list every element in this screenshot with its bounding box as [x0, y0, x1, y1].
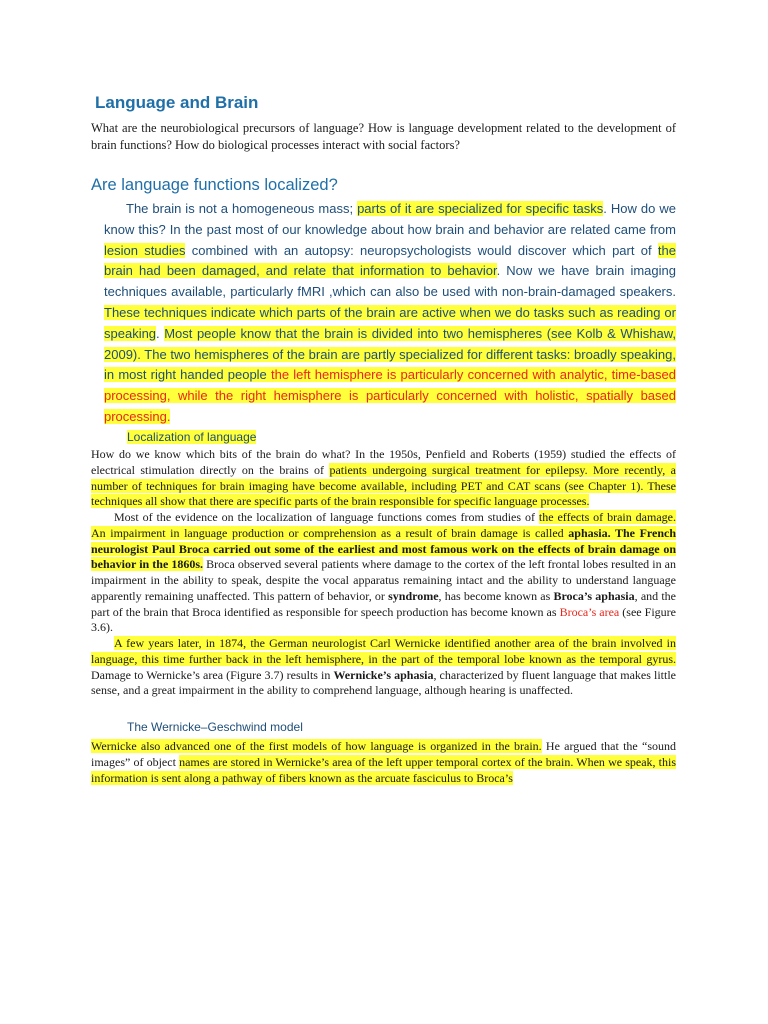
highlighted-text: lesion studies [104, 242, 186, 258]
highlighted-text: the brain had been damaged, and relate that information to behavior [104, 242, 676, 279]
text-run: Most of the evidence on the localization of language functions comes from studies of [114, 510, 539, 524]
text-run: , and the part of the brain that Broca identified as responsible for speech production has become known as [91, 588, 676, 619]
text-run: Damage to Wernicke’s area (Figure 3.7) results in [91, 667, 334, 682]
highlighted-text: patients undergoing surgical treatment for epilepsy. More recently, a number of techniques for brain imaging have become available, including PET and CAT scans (see Chapter 1). These techniques all show that there are specific parts of the brain responsible for specific language processes. [91, 462, 676, 509]
paragraph-wernicke-model [91, 739, 676, 786]
highlighted-text: Wernicke also advanced one of the first models of how language is organized in the brain. [91, 739, 542, 753]
bold-term-wernickes-aphasia: Wernicke’s aphasia [333, 667, 434, 682]
bold-term-syndrome: syndrome [388, 588, 439, 603]
localization-section-body [91, 447, 676, 699]
text-run: . How do we know this? In the past most of our knowledge about how brain and behavior are related came from [104, 201, 676, 237]
bold-term-brocas-aphasia: Broca’s aphasia [553, 588, 635, 603]
text-run: . Now we have brain imaging techniques available, particularly fMRI ,which can also be used with non-brain-damaged speakers. [104, 263, 676, 300]
text-run: (see Figure 3.6). [91, 604, 677, 635]
highlighted-text: These techniques indicate which parts of the brain are active when we do tasks such as reading or speaking [104, 304, 676, 341]
text-run: , characterized by fluent language that makes little sense, and a great impairment in the ability to comprehend language, although hearing is unaffected. [91, 667, 676, 698]
intro-paragraph: What are the neurobiological precursors of language? How is language development related to the development of brain functions? How do biological processes interact with social factors? [91, 121, 676, 152]
highlighted-text: the effects of brain damage. An impairment in language production or comprehension as a result of brain damage is called [91, 510, 676, 540]
red-term-brocas-area: Broca’s area [559, 604, 620, 619]
subheading-wernicke-geschwind: The Wernicke–Geschwind model [127, 720, 303, 734]
highlighted-text: names are stored in Wernicke’s area of the left upper temporal cortex of the brain. When we speak, this information is sent along a pathway of fibers known as the arcuate fasciculus to Broca’s [91, 754, 676, 785]
wernicke-geschwind-body [91, 739, 676, 786]
text-run: Broca observed several patients where damage to the cortex of the left frontal lobes resulted in an impairment in the ability to speak, despite the vocal apparatus remaining intact and the ability to understand language apparently remaining unaffected. This pattern of behavior, or [91, 557, 676, 603]
paragraph-broca [91, 510, 676, 636]
text-run: He argued that the “sound images” of object [91, 739, 676, 769]
section-heading-localized: Are language functions localized? [91, 176, 338, 194]
paragraph-penfield [91, 447, 676, 510]
text-run: , has become known as [438, 588, 554, 603]
highlighted-bold-text: aphasia. The French neurologist Paul Broca carried out some of the earliest and most famous work on the effects of brain damage on behavior in the 1860s. [91, 525, 677, 572]
paragraph-wernicke [91, 636, 676, 699]
highlighted-text: parts of it are specialized for specific tasks [357, 201, 604, 216]
text-run: The brain is not a homogeneous mass; [126, 201, 358, 216]
text-run: . [156, 325, 165, 341]
subheading-localization-of-language: Localization of language [127, 430, 257, 444]
text-run: combined with an autopsy: neuropsychologists would discover which part of [185, 242, 658, 258]
highlighted-text: Most people know that the brain is divided into two hemispheres (see Kolb & Whishaw, 2009). The two hemispheres of the brain are partly specialized for different tasks: broadly speaking, in most right handed people [104, 325, 676, 383]
highlighted-red-text: the left hemisphere is particularly concerned with analytic, time-based processing, while the right hemisphere is particularly concerned with holistic, spatially based processing. [104, 367, 676, 424]
text-run: How do we know which bits of the brain do what? In the 1950s, Penfield and Roberts (1959) studied the effects of electrical stimulation directly on the brains of [91, 447, 676, 477]
localization-paragraph [104, 199, 676, 428]
highlighted-text: A few years later, in 1874, the German neurologist Carl Wernicke identified another area of the brain involved in language, this time further back in the left hemisphere, in the part of the temporal lobe known as the temporal gyrus. [91, 636, 676, 666]
page-title: Language and Brain [95, 93, 259, 112]
